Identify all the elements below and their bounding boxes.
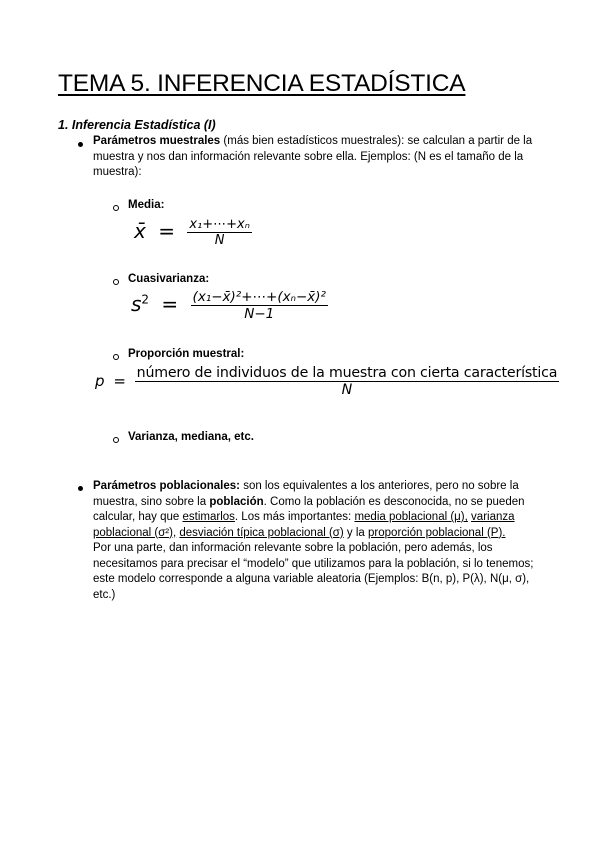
muestrales-text: (más bien estadísticos muestrales): se calculan a partir de la muestra y nos dan información relevante sobre ella. Ejemplos: (N es el tamaño de la muestra): [93,135,533,178]
equals-sign: = [113,372,126,390]
poblacion-term: población [209,495,264,508]
sub-bullet [113,205,119,211]
section-heading: 1. Inferencia Estadística (I) [58,118,216,132]
prop-fraction [135,365,560,398]
prop-denominator: N [135,381,560,398]
prop-lhs: p [95,372,105,390]
cuasivarianza-label: Cuasivarianza: [128,273,210,285]
muestrales-label: Parámetros muestrales [93,135,221,147]
equals-sign: = [158,219,175,243]
poblacionales-label: Parámetros poblacionales: [93,480,240,492]
cuasi-exponent: 2 [141,292,150,307]
poblacionales-text: y la [343,526,369,539]
sub-bullet [113,437,119,443]
poblacionales-paragraph-2: Por una parte, dan información relevante sobre la población, pero además, los necesitamos para precisar el “modelo” que utilizamos para la población, si lo tenemos; este modelo corresponde a alguna variable aleatoria (Ejemplos: B(n, p), P(λ), N(μ, σ), etc.) [93,542,534,601]
desviacion-tipica: desviación típica poblacional (σ) [179,526,344,539]
estimarlos-term: estimarlos [182,511,235,523]
otros-label: Varianza, mediana, etc. [128,431,254,443]
cuasivarianza-formula [131,289,328,322]
varianza-poblacional: varianza poblacional (σ²), [93,511,515,539]
prop-numerator: número de individuos de la muestra con cierta característica [136,365,558,381]
proporcion-poblacional: proporción poblacional (P). [368,526,506,539]
bullet-dot [78,486,83,491]
proporcion-formula [95,365,559,398]
cuasi-numerator: (x₁−x̄)²+⋯+(xₙ−x̄)² [192,289,326,305]
muestrales-paragraph [93,134,548,181]
bullet-dot [78,142,83,147]
media-fraction [187,217,252,248]
media-numerator: x₁+⋯+xₙ [189,217,250,232]
cuasi-fraction [191,289,328,322]
media-formula [134,217,252,248]
equals-sign: = [161,292,179,316]
media-lhs: x̄ [134,219,146,243]
cuasi-lhs: s [131,292,142,316]
sub-bullet [113,354,119,360]
media-label: Media: [128,199,165,211]
proporcion-label: Proporción muestral: [128,348,245,360]
cuasi-denominator: N−1 [191,305,328,322]
media-poblacional: media poblacional (μ), [354,511,468,523]
sub-bullet [113,279,119,285]
poblacionales-text: son los equivalentes a los anteriores, pero no sobre la muestra, sino sobre la [93,480,519,508]
poblacionales-text: . Como la población es desconocida, no se pueden calcular, hay que [93,495,525,523]
poblacionales-text: . Los más importantes: [234,511,355,523]
media-denominator: N [187,232,252,248]
poblacionales-paragraph [93,479,548,603]
page-title: TEMA 5. INFERENCIA ESTADÍSTICA [58,70,466,97]
